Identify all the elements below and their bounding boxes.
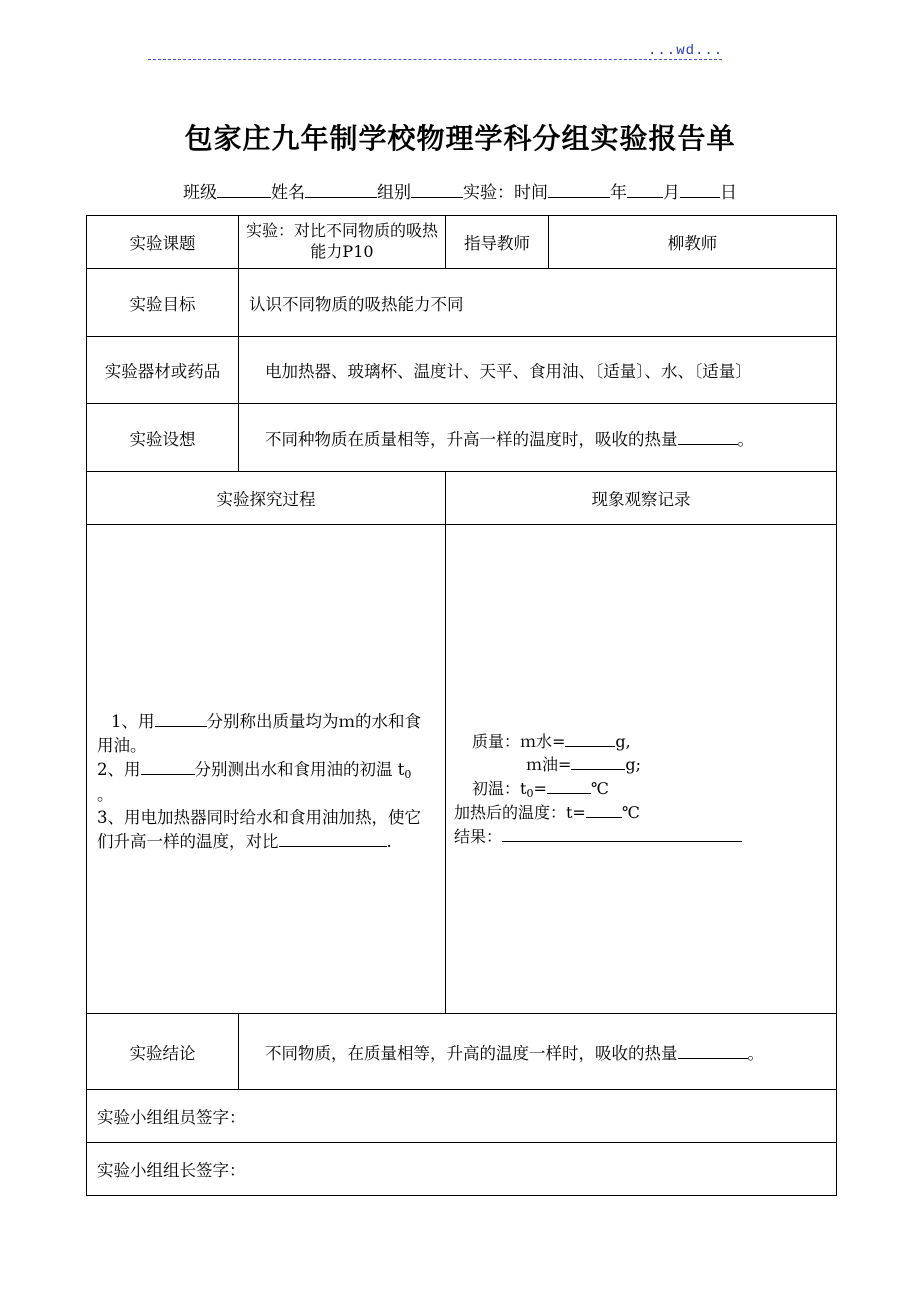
time-label: 实验：时间 [463, 183, 548, 203]
month-blank[interactable] [627, 180, 663, 198]
year-label: 年 [610, 183, 627, 203]
topic-value: 实验：对比不同物质的吸热能力P10 [239, 216, 446, 269]
hypothesis-blank[interactable] [678, 428, 738, 445]
header-mark: ...wd... [648, 43, 724, 59]
hypothesis-end: 。 [737, 429, 754, 449]
obs-heated-temp: 加热后的温度：t= ℃ [454, 803, 640, 823]
goal-label: 实验目标 [87, 269, 239, 337]
conclusion-row [87, 1014, 837, 1090]
goal-value: 认识不同物质的吸热能力不同 [239, 269, 837, 337]
obs-initial-temp: 初温：$t_0=$ ℃ [472, 778, 609, 800]
process-step-3: 3、用电加热器同时给水和食用油加热，使它们升高一样的温度，对比 . [97, 808, 421, 852]
leader-sign-row [87, 1143, 837, 1196]
conclusion-end: 。 [747, 1043, 764, 1063]
hypothesis-cell [239, 404, 837, 472]
info-line [0, 178, 920, 203]
step1-blank[interactable] [155, 710, 207, 727]
day-label: 日 [720, 183, 737, 203]
name-label: 姓名 [271, 183, 305, 203]
name-blank[interactable] [305, 180, 377, 198]
result-blank[interactable] [502, 825, 742, 842]
mass-oil-blank[interactable] [571, 753, 625, 770]
page-title: 包家庄九年制学校物理学科分组实验报告单 [184, 122, 736, 155]
header-dashed-line [148, 59, 722, 60]
equipment-label: 实验器材或药品 [87, 337, 239, 404]
day-blank[interactable] [680, 180, 720, 198]
group-label: 组别 [377, 183, 411, 203]
process-step-2: 2、用 分别测出水和食用油的初温 $t_0$ 。 [97, 759, 412, 804]
members-sign[interactable]: 实验小组组员签字： [87, 1090, 837, 1143]
mass-water-blank[interactable] [565, 730, 615, 747]
report-table [86, 215, 837, 1196]
teacher-value: 柳教师 [549, 216, 837, 269]
class-blank[interactable] [217, 180, 271, 198]
step2-blank[interactable] [141, 758, 195, 775]
group-blank[interactable] [411, 180, 463, 198]
hypothesis-value: 不同种物质在质量相等，升高一样的温度时，吸收的热量 [265, 429, 678, 449]
leader-sign[interactable]: 实验小组组长签字： [87, 1143, 837, 1196]
hypothesis-row [87, 404, 837, 472]
conclusion-label: 实验结论 [87, 1014, 239, 1090]
teacher-label: 指导教师 [446, 216, 549, 269]
members-sign-row [87, 1090, 837, 1143]
obs-result: 结果： [454, 825, 836, 848]
step3-blank[interactable] [279, 830, 387, 847]
process-row [87, 525, 837, 1014]
equipment-row [87, 337, 837, 404]
process-step-1: 1、用 分别称出质量均为ｍ的水和食用油。 [97, 711, 421, 755]
observation-header: 现象观察记录 [446, 472, 837, 525]
init-temp-blank[interactable] [547, 777, 591, 794]
obs-mass-water: 质量：ｍ水= g, [472, 732, 631, 752]
month-label: 月 [663, 183, 680, 203]
hypothesis-label: 实验设想 [87, 404, 239, 472]
class-label: 班级 [183, 183, 217, 203]
section-header-row [87, 472, 837, 525]
obs-mass-oil: ｍ油= g; [526, 755, 642, 775]
equipment-value: 电加热器、玻璃杯、温度计、天平、食用油、〔适量〕、水、〔适量〕 [239, 337, 837, 404]
heated-temp-blank[interactable] [586, 801, 622, 818]
conclusion-value: 不同物质，在质量相等，升高的温度一样时，吸收的热量 [265, 1043, 678, 1063]
year-blank[interactable] [548, 180, 610, 198]
goal-row [87, 269, 837, 337]
process-cell [87, 525, 446, 1014]
conclusion-cell [239, 1014, 837, 1090]
topic-row [87, 216, 837, 269]
process-header: 实验探究过程 [87, 472, 446, 525]
topic-label: 实验课题 [87, 216, 239, 269]
observation-cell [446, 525, 837, 1014]
conclusion-blank[interactable] [678, 1042, 748, 1059]
